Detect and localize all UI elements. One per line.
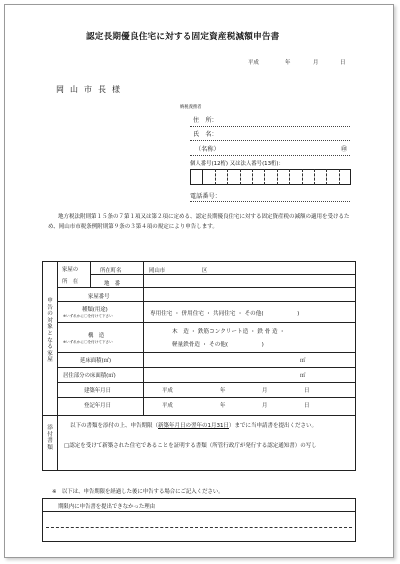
kind-label: 種類(用途): [82, 307, 108, 313]
attached-text-line1: [70, 421, 317, 429]
corp-name-line: [190, 155, 350, 156]
id-grid-divider: [264, 169, 265, 185]
address-label: 住 所：: [193, 117, 218, 124]
applicant-heading: 納税義務者: [180, 105, 202, 110]
city-value: 岡山市: [149, 268, 166, 274]
id-grid-divider: [339, 169, 340, 185]
registered-date-month: 月: [262, 403, 268, 409]
id-number-label: 個人番号(12桁) 又は法人番号(13桁)：: [190, 161, 284, 167]
intro-paragraph: 地方税法附則第１５条の７第１項又は第２項に定める、認定長期優良住宅に対する固定資産税の減額の適用を受けるため、岡山市市税条例附則第９条の３第４項の規定により申告します。: [48, 214, 350, 230]
name-line: [190, 140, 350, 141]
built-date-month: 月: [262, 388, 268, 394]
late-reason-line: [46, 527, 352, 528]
floor-area-unit: ㎡: [300, 358, 306, 364]
built-date-label: 建築年月日: [84, 388, 111, 394]
house-no-label: 家屋番号: [88, 294, 110, 300]
attached-doc-item[interactable]: □認定を受けて新築された住宅であることを証明する書類（所管行政庁が発行する認定通知書）の写し: [64, 443, 317, 449]
structure-label: 構 造: [88, 333, 105, 339]
attached-vertical-label: 添付書類: [47, 425, 53, 451]
id-grid-divider: [252, 169, 253, 185]
registered-date-day: 日: [304, 403, 310, 409]
footer-note: ※ 以下は、申告期限を経過した後に申告する場合にご記入ください。: [52, 489, 224, 495]
address-line: [190, 126, 350, 127]
name-label: 氏 名：: [193, 131, 218, 138]
id-grid-divider: [227, 169, 228, 185]
phone-line: [190, 201, 350, 202]
residential-area-unit: ㎡: [300, 373, 306, 379]
structure-line1[interactable]: 木 造 ・ 鉄筋コンクリート造 ・ 鉄 骨 造 ・: [172, 329, 286, 335]
id-grid-divider: [215, 169, 216, 185]
date-year: 年: [285, 60, 291, 66]
built-date-day: 日: [304, 388, 310, 394]
date-day: 日: [340, 60, 346, 66]
addressee: 岡山市長様: [56, 85, 126, 94]
location-label-2: 所 在: [62, 279, 79, 285]
id-grid-divider: [302, 169, 303, 185]
late-reason-label: 期限内に申告書を提出できなかった理由: [58, 504, 156, 510]
ward-value: 区: [202, 268, 208, 274]
lot-label: 地 番: [104, 281, 121, 287]
id-grid-divider: [277, 169, 278, 185]
attached-text-after: ）までに当申請書を提出ください。: [229, 423, 318, 429]
built-date-year: 年: [220, 388, 226, 394]
built-date-era: 平成: [162, 388, 173, 394]
seal-mark: ㊞: [341, 146, 348, 153]
phone-label: 電話番号：: [190, 193, 221, 200]
attached-text-before: 以下の書類を添付の上、申告期限（: [70, 423, 159, 429]
registered-date-label: 登記年月日: [84, 403, 111, 409]
registered-date-era: 平成: [162, 403, 173, 409]
kind-note: ※いずれかに〇を付けて下さい: [63, 314, 113, 318]
id-grid-divider: [289, 169, 290, 185]
town-label: 所在町名: [100, 268, 122, 274]
declared-vertical-label: 申告の対象となる家屋: [47, 298, 53, 364]
id-grid-divider: [326, 169, 327, 185]
registered-date-year: 年: [220, 403, 226, 409]
date-era: 平成: [248, 60, 259, 66]
structure-line2[interactable]: 軽量鉄骨造 ・ その他( ): [172, 342, 264, 348]
id-grid-divider: [314, 169, 315, 185]
corp-name-label: （名称）: [195, 146, 220, 153]
location-label-1: 家屋の: [62, 267, 79, 273]
form-title: 認定長期優良住宅に対する固定資産税減額申告書: [86, 32, 280, 42]
date-month: 月: [313, 60, 319, 66]
floor-area-label: 延床面積(㎡): [80, 358, 112, 364]
structure-note: ※いずれかに〇を付けて下さい: [63, 340, 113, 344]
kind-options[interactable]: 専用住宅 ・ 併用住宅 ・ 共同住宅 ・ その他( ): [150, 311, 300, 317]
id-grid-divider: [240, 169, 241, 185]
attached-deadline: 新築年月日の翌年の1月31日: [158, 423, 230, 429]
residential-area-label: 居住部分の床面積(㎡): [63, 373, 116, 379]
id-grid-divider: [202, 169, 203, 185]
